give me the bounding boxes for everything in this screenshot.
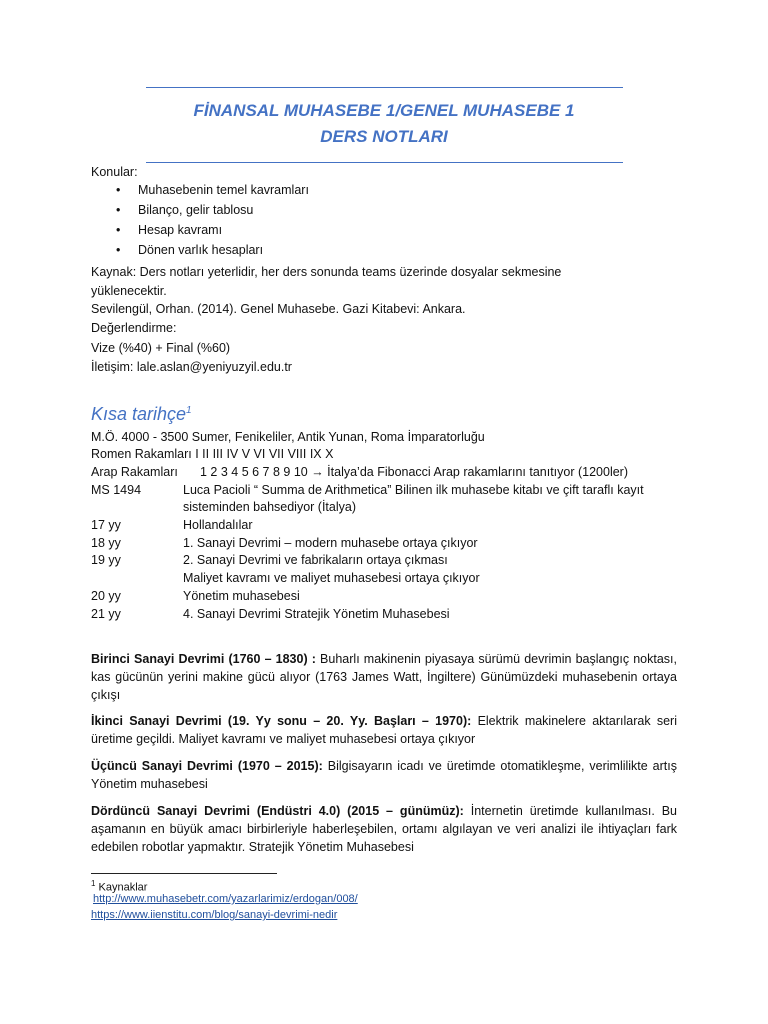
paragraph-text: Bilgisayarın icadı ve üretimde otomatikleşme, verimlilikte artış Yönetim muhasebesi (91, 759, 677, 791)
footnote-number: 1 (91, 879, 96, 888)
title-rule-bottom (146, 162, 623, 163)
page-title-line2: DERS NOTLARI (320, 127, 448, 146)
source-line1: Kaynak: Ders notları yeterlidir, her ders sonunda teams üzerinde dosyalar sekmesine (91, 265, 562, 279)
footnote-ref: 1 (186, 405, 192, 416)
history-label-ms1494: MS 1494 (91, 483, 142, 497)
footnote-link-1-wrap (93, 893, 358, 905)
history-label-arab: Arap Rakamları (91, 465, 178, 479)
history-text-21yy: 4. Sanayi Devrimi Stratejik Yönetim Muhasebesi (183, 607, 450, 621)
paragraph-text: Elektrik makinelere aktarılarak seri üretime geçildi. Maliyet kavramı ve maliyet muhasebesi ortaya çıkıyor (91, 714, 677, 746)
topic-text: Dönen varlık hesapları (138, 243, 264, 257)
history-text-20yy: Yönetim muhasebesi (183, 589, 300, 603)
history-label-19yy: 19 yy (91, 553, 121, 567)
source-line2: yüklenecektir. (91, 284, 167, 298)
topic-text: Bilanço, gelir tablosu (138, 203, 254, 217)
history-text-ms1494: Luca Pacioli “ Summa de Arithmetica” Bilinen ilk muhasebe kitabı ve çift taraflı kayıt (183, 483, 644, 497)
topic-item (116, 203, 253, 217)
topic-text: Hesap kavramı (138, 223, 223, 237)
footnote-label-text: Kaynaklar (98, 881, 148, 894)
page-title-line1: FİNANSAL MUHASEBE 1/GENEL MUHASEBE 1 (193, 101, 575, 120)
history-text-arab: 1 2 3 4 5 6 7 8 9 10 → İtalya’da Fibonacci Arap rakamlarını tanıtıyor (1200ler) (200, 465, 629, 479)
paragraph-fourth-revolution (91, 802, 677, 856)
history-line-roman: Romen Rakamları I II III IV V VI VII VIII IX X (91, 447, 334, 461)
history-label-17yy: 17 yy (91, 518, 121, 532)
bullet-icon: • (116, 243, 121, 257)
topics-label: Konular: (91, 165, 138, 179)
footnote-label (91, 879, 147, 894)
history-label-20yy: 20 yy (91, 589, 121, 603)
title-rule-top (146, 87, 623, 88)
evaluation-value: Vize (%40) + Final (%60) (91, 341, 231, 355)
topic-item (116, 243, 263, 257)
evaluation-label: Değerlendirme: (91, 321, 177, 335)
paragraph-heading: Dördüncü Sanayi Devrimi (Endüstri 4.0) (2015 – günümüz): (91, 804, 464, 818)
topic-item (116, 183, 309, 197)
topic-text: Muhasebenin temel kavramları (138, 183, 309, 197)
history-text-17yy: Hollandalılar (183, 518, 253, 532)
paragraph-heading: Birinci Sanayi Devrimi (1760 – 1830) : (91, 652, 316, 666)
paragraph-third-revolution (91, 757, 677, 793)
paragraph-text: Buharlı makinenin piyasaya sürümü devrimin başlangıç noktası, kas gücünün yerini makine gücü alıyor (1763 James Watt, İngiltere) Günümüzdeki muhasebenin ortaya çıkışı (91, 652, 677, 702)
history-line-mo: M.Ö. 4000 - 3500 Sumer, Fenikeliler, Antik Yunan, Roma İmparatorluğu (91, 430, 485, 444)
paragraph-first-revolution (91, 650, 677, 704)
paragraph-text: İnternetin üretimde kullanılması. Bu aşamanın en büyük amacı birbirleriyle haberleşebilen, ortamı algılayan ve veri analizi ile ihtiyaçları fark edebilen robotlar yapmaktır. Stratejik Yönetim Muhasebesi (91, 804, 677, 854)
reference-line: Sevilengül, Orhan. (2014). Genel Muhasebe. Gazi Kitabevi: Ankara. (91, 302, 466, 316)
bullet-icon: • (116, 203, 121, 217)
footnote-link-2-wrap (91, 909, 337, 921)
history-text-18yy: 1. Sanayi Devrimi – modern muhasebe ortaya çıkıyor (183, 536, 478, 550)
history-heading (91, 404, 192, 425)
footnote-link-1[interactable]: http://www.muhasebetr.com/yazarlarimiz/erdogan/008/ (93, 893, 358, 905)
bullet-icon: • (116, 223, 121, 237)
paragraph-heading: Üçüncü Sanayi Devrimi (1970 – 2015): (91, 759, 323, 773)
history-text-ms1494-cont: sisteminden bahsediyor (İtalya) (183, 500, 356, 514)
history-text-19yy: 2. Sanayi Devrimi ve fabrikaların ortaya çıkması (183, 553, 448, 567)
paragraph-second-revolution (91, 712, 677, 748)
footnote-separator (91, 873, 277, 874)
history-heading-text: Kısa tarihçe (91, 404, 187, 424)
topic-item (116, 223, 222, 237)
history-label-21yy: 21 yy (91, 607, 121, 621)
bullet-icon: • (116, 183, 121, 197)
history-label-18yy: 18 yy (91, 536, 121, 550)
footnote-link-2[interactable]: https://www.iienstitu.com/blog/sanayi-devrimi-nedir (91, 909, 338, 921)
paragraph-heading: İkinci Sanayi Devrimi (19. Yy sonu – 20. Yy. Başları – 1970): (91, 714, 472, 728)
history-text-19yy-cont: Maliyet kavramı ve maliyet muhasebesi ortaya çıkıyor (183, 571, 480, 585)
contact-line: İletişim: lale.aslan@yeniyuzyil.edu.tr (91, 360, 292, 374)
